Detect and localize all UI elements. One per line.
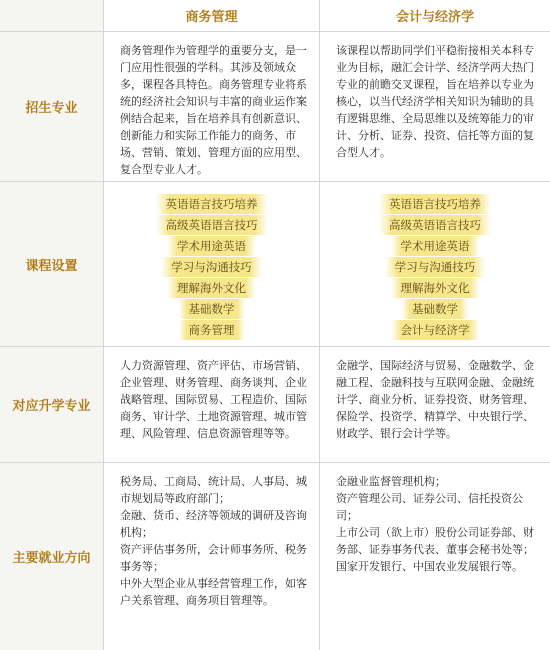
row-label-careers: 主要就业方向 (0, 463, 104, 650)
course-item: 英语语言技巧培养 (379, 194, 491, 214)
majors-business-text (104, 347, 320, 463)
course-item: 学习与沟通技巧 (385, 257, 486, 277)
career-item: 中外大型企业从事经营管理工作，如客户关系管理、商务项目管理等。 (120, 577, 307, 607)
majors-business-paragraph: 人力资源管理、资产评估、市场营销、企业管理、财务管理、商务谈判、企业战略管理、国际贸易、工程造价、国际商务、审计学、土地资源管理、城市管理、风险管理、信息资源管理等等。 (120, 359, 307, 440)
course-item: 商务管理 (179, 320, 245, 340)
enrollment-accounting-paragraph: 该课程以帮助同学们平稳衔接相关本科专业为目标，融汇会计学、经济学两大热门专业的前瞻交叉课程，旨在培养以专业为核心，以当代经济学相关知识为辅助的具有逻辑思维、全局思维以及统筹能力的审计、分析、证券、投资、信托等方面的复合型人才。 (336, 44, 534, 159)
majors-accounting-paragraph: 金融学、国际经济与贸易、金融数学、金融工程、金融科技与互联网金融、金融统计学、商业分析、证券投资、财务管理、保险学、投资学、精算学、中央银行学、财政学、银行会计学等。 (336, 359, 534, 440)
course-item: 高级英语语言技巧 (156, 215, 268, 235)
careers-business-list (104, 463, 320, 650)
row-label-courses: 课程设置 (0, 182, 104, 347)
course-item: 高级英语语言技巧 (379, 215, 491, 235)
enrollment-business-text (104, 32, 320, 182)
row-label-majors: 对应升学专业 (0, 347, 104, 463)
careers-accounting-list (320, 463, 550, 650)
course-item: 会计与经济学 (391, 320, 480, 340)
courses-business-list (104, 182, 320, 347)
header-corner (0, 0, 104, 32)
course-item: 学术用途英语 (167, 236, 256, 256)
career-item: 上市公司（欲上市）股份公司证券部、财务部、证券事务代表、董事会秘书处等； (336, 526, 534, 556)
course-item: 理解海外文化 (167, 278, 256, 298)
course-item: 基础数学 (402, 299, 468, 319)
career-item: 金融、货币、经济等领域的调研及咨询机构； (120, 509, 307, 539)
course-item: 基础数学 (179, 299, 245, 319)
enrollment-accounting-text (320, 32, 550, 182)
row-label-enrollment: 招生专业 (0, 32, 104, 182)
course-item: 学习与沟通技巧 (161, 257, 262, 277)
career-item: 资产评估事务所，会计师事务所、税务事务等； (120, 543, 307, 573)
enrollment-business-paragraph: 商务管理作为管理学的重要分支，是一门应用性很强的学科。其涉及领域众多，课程各具特色。商务管理专业将系统的经济社会知识与丰富的商业运作案例结合起来，旨在培养具有创新意识、创新能力和实际工作能力的商务、市场、营销、策划、管理方面的应用型、复合型专业人才。 (120, 44, 307, 176)
majors-accounting-text (320, 347, 550, 463)
courses-accounting-list (320, 182, 550, 347)
career-item: 资产管理公司、证券公司、信托投资公司； (336, 492, 523, 522)
header-business-management: 商务管理 (104, 0, 320, 32)
course-item: 学术用途英语 (391, 236, 480, 256)
career-item: 税务局、工商局、统计局、人事局、城市规划局等政府部门； (120, 475, 307, 505)
career-item: 金融业监督管理机构； (336, 475, 446, 488)
course-item: 理解海外文化 (391, 278, 480, 298)
header-accounting-economics: 会计与经济学 (320, 0, 550, 32)
course-item: 英语语言技巧培养 (156, 194, 268, 214)
career-item: 国家开发银行、中国农业发展银行等。 (336, 560, 523, 573)
